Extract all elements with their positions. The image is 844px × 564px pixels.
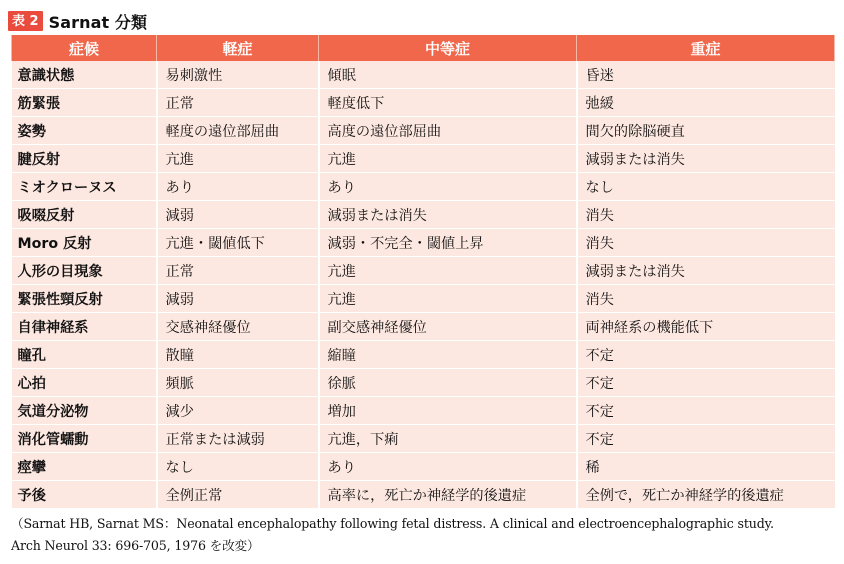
table-number-badge: 表 2 [8,11,43,31]
symptom-cell: 瞳孔 [12,341,157,369]
table-title-text: Sarnat 分類 [48,12,148,32]
symptom-cell: Moro 反射 [12,229,157,257]
moderate-cell: 増加 [319,397,577,425]
citation-line-2: Arch Neurol 33: 696-705, 1976 を改変） [11,538,260,553]
table-row [12,173,835,201]
symptom-cell: 心拍 [12,369,157,397]
mild-cell: 散瞳 [157,341,319,369]
table-row [12,425,835,453]
moderate-cell: 減弱・不完全・閾値上昇 [319,229,577,257]
mild-cell: 亢進 [157,145,319,173]
symptom-cell: 腱反射 [12,145,157,173]
table-row [12,285,835,313]
moderate-cell: 亢進 [319,285,577,313]
table-row [12,453,835,481]
moderate-cell: 高度の遠位部屈曲 [319,117,577,145]
severe-cell: 減弱または消失 [577,145,835,173]
header-row [12,35,835,61]
severe-cell: 不定 [577,341,835,369]
moderate-cell: 高率に，死亡か神経学的後遺症 [319,481,577,509]
mild-cell: なし [157,453,319,481]
mild-cell: 正常 [157,89,319,117]
mild-cell: 軽度の遠位部屈曲 [157,117,319,145]
symptom-cell: 自律神経系 [12,313,157,341]
table-title [8,10,147,32]
severe-cell: 消失 [577,229,835,257]
symptom-cell: 予後 [12,481,157,509]
mild-cell: 全例正常 [157,481,319,509]
sarnat-classification-table [11,35,835,509]
table-row [12,117,835,145]
moderate-cell: 亢進 [319,257,577,285]
symptom-cell: 気道分泌物 [12,397,157,425]
table-row [12,313,835,341]
symptom-cell: 姿勢 [12,117,157,145]
citation-line-1: （Sarnat HB, Sarnat MS：Neonatal encephalopathy following fetal distress. A clinical and electroencephalographic study. [11,516,774,531]
mild-cell: あり [157,173,319,201]
moderate-cell: 縮瞳 [319,341,577,369]
table-row [12,89,835,117]
mild-cell: 頻脈 [157,369,319,397]
severe-cell: 昏迷 [577,61,835,89]
mild-cell: 減弱 [157,285,319,313]
severe-cell: 全例で，死亡か神経学的後遺症 [577,481,835,509]
severe-cell: 間欠的除脳硬直 [577,117,835,145]
severe-cell: 両神経系の機能低下 [577,313,835,341]
moderate-cell: 軽度低下 [319,89,577,117]
severe-cell: 稀 [577,453,835,481]
symptom-cell: 緊張性頸反射 [12,285,157,313]
table-row [12,229,835,257]
severe-cell: 弛緩 [577,89,835,117]
table-row [12,341,835,369]
symptom-cell: 痙攣 [12,453,157,481]
severe-cell: なし [577,173,835,201]
table-row [12,397,835,425]
severe-cell: 不定 [577,397,835,425]
symptom-cell: 吸啜反射 [12,201,157,229]
header-mild: 軽症 [157,35,319,61]
table-row [12,201,835,229]
symptom-cell: 消化管蠕動 [12,425,157,453]
moderate-cell: 亢進 [319,145,577,173]
moderate-cell: あり [319,453,577,481]
table-row [12,257,835,285]
table-row [12,481,835,509]
symptom-cell: 人形の目現象 [12,257,157,285]
table-body [12,61,835,509]
moderate-cell: 副交感神経優位 [319,313,577,341]
mild-cell: 減弱 [157,201,319,229]
mild-cell: 正常 [157,257,319,285]
severe-cell: 消失 [577,285,835,313]
moderate-cell: 亢進，下痢 [319,425,577,453]
moderate-cell: 徐脈 [319,369,577,397]
severe-cell: 消失 [577,201,835,229]
moderate-cell: 減弱または消失 [319,201,577,229]
header-severe: 重症 [577,35,835,61]
table-row [12,61,835,89]
mild-cell: 亢進・閾値低下 [157,229,319,257]
mild-cell: 易刺激性 [157,61,319,89]
symptom-cell: ミオクローヌス [12,173,157,201]
mild-cell: 減少 [157,397,319,425]
severe-cell: 不定 [577,425,835,453]
symptom-cell: 筋緊張 [12,89,157,117]
table-row [12,145,835,173]
header-symptom: 症候 [12,35,157,61]
mild-cell: 正常または減弱 [157,425,319,453]
source-citation [11,513,836,557]
severe-cell: 不定 [577,369,835,397]
header-moderate: 中等症 [319,35,577,61]
mild-cell: 交感神経優位 [157,313,319,341]
symptom-cell: 意識状態 [12,61,157,89]
table-row [12,369,835,397]
moderate-cell: 傾眠 [319,61,577,89]
moderate-cell: あり [319,173,577,201]
severe-cell: 減弱または消失 [577,257,835,285]
